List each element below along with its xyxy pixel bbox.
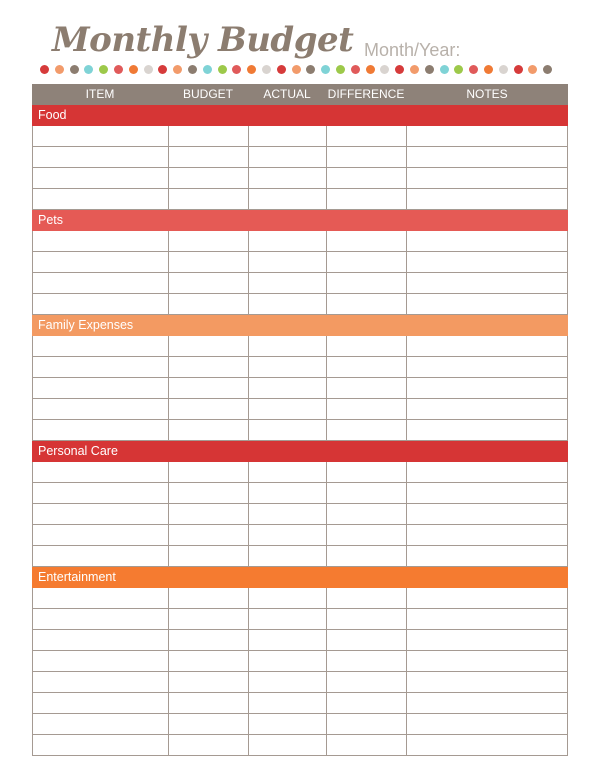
table-cell-difference[interactable] [326,609,406,629]
decorative-dot [40,65,49,74]
table-cell-item[interactable] [32,651,168,671]
column-header-item: ITEM [85,87,115,101]
decorative-dot [380,65,389,74]
table-cell-budget[interactable] [168,630,248,650]
table-cell-item[interactable] [32,126,168,146]
decorative-dot [218,65,227,74]
table-row [32,231,568,252]
table-cell-notes[interactable] [406,462,568,482]
table-cell-notes[interactable] [406,357,568,377]
table-cell-item[interactable] [32,609,168,629]
month-year-label: Month/Year: [364,40,461,60]
table-cell-budget[interactable] [168,735,248,755]
table-cell-item[interactable] [32,231,168,251]
table-cell-difference[interactable] [326,420,406,440]
table-cell-actual[interactable] [248,525,326,545]
table-cell-budget[interactable] [168,588,248,608]
table-row [32,336,568,357]
table-cell-difference[interactable] [326,126,406,146]
table-cell-item[interactable] [32,525,168,545]
table-cell-actual[interactable] [248,714,326,734]
table-cell-actual[interactable] [248,336,326,356]
table-row [32,273,568,294]
table-row [32,294,568,315]
table-row [32,252,568,273]
table-cell-item[interactable] [32,399,168,419]
table-cell-item[interactable] [32,735,168,755]
table-cell-actual[interactable] [248,378,326,398]
table-cell-actual[interactable] [248,735,326,755]
table-cell-notes[interactable] [406,378,568,398]
column-header-actual: ACTUAL [263,87,311,101]
table-cell-notes[interactable] [406,231,568,251]
table-cell-budget[interactable] [168,126,248,146]
table-row [32,714,568,735]
table-cell-notes[interactable] [406,546,568,566]
table-cell-actual[interactable] [248,147,326,167]
table-cell-budget[interactable] [168,168,248,188]
table-row [32,189,568,210]
table-cell-item[interactable] [32,147,168,167]
table-cell-item[interactable] [32,504,168,524]
decorative-dot [144,65,153,74]
table-cell-actual[interactable] [248,609,326,629]
table-cell-budget[interactable] [168,147,248,167]
table-cell-actual[interactable] [248,189,326,209]
table-cell-actual[interactable] [248,588,326,608]
table-cell-actual[interactable] [248,294,326,314]
category-header-pets: Pets [32,210,568,231]
table-header [32,84,568,105]
category-header-entertainment: Entertainment [32,567,568,588]
decorative-dot [425,65,434,74]
table-cell-budget[interactable] [168,273,248,293]
table-cell-notes[interactable] [406,294,568,314]
decorative-dot [306,65,315,74]
table-cell-budget[interactable] [168,462,248,482]
table-row [32,672,568,693]
decorative-dot [499,65,508,74]
table-cell-notes[interactable] [406,630,568,650]
table-cell-difference[interactable] [326,651,406,671]
table-cell-item[interactable] [32,672,168,692]
table-cell-notes[interactable] [406,399,568,419]
category-header-food: Food [32,105,568,126]
decorative-dot [366,65,375,74]
table-cell-difference[interactable] [326,525,406,545]
table-cell-budget[interactable] [168,483,248,503]
table-cell-budget[interactable] [168,693,248,713]
table-cell-item[interactable] [32,168,168,188]
table-cell-notes[interactable] [406,252,568,272]
table-cell-difference[interactable] [326,399,406,419]
table-cell-item[interactable] [32,336,168,356]
table-cell-budget[interactable] [168,294,248,314]
table-row [32,462,568,483]
decorative-dot [292,65,301,74]
table-cell-difference[interactable] [326,588,406,608]
table-cell-actual[interactable] [248,504,326,524]
decorative-dot [84,65,93,74]
table-cell-actual[interactable] [248,231,326,251]
table-cell-actual[interactable] [248,420,326,440]
table-cell-item[interactable] [32,273,168,293]
table-cell-budget[interactable] [168,546,248,566]
table-cell-notes[interactable] [406,126,568,146]
table-cell-notes[interactable] [406,693,568,713]
table-cell-item[interactable] [32,630,168,650]
table-cell-budget[interactable] [168,399,248,419]
decorative-dot [543,65,552,74]
decorative-dot [321,65,330,74]
table-cell-actual[interactable] [248,273,326,293]
table-row [32,483,568,504]
decorative-dot [351,65,360,74]
table-cell-budget[interactable] [168,378,248,398]
decorative-dot [203,65,212,74]
decorative-dot [469,65,478,74]
table-cell-difference[interactable] [326,546,406,566]
table-cell-notes[interactable] [406,714,568,734]
table-cell-difference[interactable] [326,357,406,377]
budget-table [32,84,568,761]
table-cell-notes[interactable] [406,609,568,629]
table-cell-item[interactable] [32,483,168,503]
table-row [32,378,568,399]
table-cell-notes[interactable] [406,168,568,188]
table-row [32,147,568,168]
table-row [32,609,568,630]
table-cell-actual[interactable] [248,630,326,650]
decorative-dot [232,65,241,74]
table-cell-actual[interactable] [248,399,326,419]
table-cell-budget[interactable] [168,651,248,671]
table-cell-actual[interactable] [248,252,326,272]
table-cell-actual[interactable] [248,651,326,671]
table-cell-difference[interactable] [326,189,406,209]
table-cell-budget[interactable] [168,336,248,356]
table-cell-item[interactable] [32,714,168,734]
table-cell-actual[interactable] [248,693,326,713]
table-row [32,357,568,378]
table-cell-difference[interactable] [326,504,406,524]
page-title: Monthly Budget [52,20,354,60]
decorative-dot [129,65,138,74]
table-cell-actual[interactable] [248,126,326,146]
decorative-dot [410,65,419,74]
table-cell-budget[interactable] [168,231,248,251]
table-cell-notes[interactable] [406,336,568,356]
table-row [32,630,568,651]
table-cell-difference[interactable] [326,483,406,503]
table-cell-notes[interactable] [406,504,568,524]
table-cell-budget[interactable] [168,525,248,545]
table-row [32,588,568,609]
table-cell-budget[interactable] [168,189,248,209]
table-cell-budget[interactable] [168,420,248,440]
table-cell-budget[interactable] [168,672,248,692]
category-header-personal-care: Personal Care [32,441,568,462]
table-cell-item[interactable] [32,378,168,398]
decorative-dot [158,65,167,74]
table-cell-item[interactable] [32,294,168,314]
table-cell-difference[interactable] [326,735,406,755]
table-row [32,399,568,420]
decorative-dot [262,65,271,74]
table-cell-notes[interactable] [406,147,568,167]
table-cell-difference[interactable] [326,231,406,251]
table-cell-actual[interactable] [248,546,326,566]
table-row [32,546,568,567]
table-cell-actual[interactable] [248,672,326,692]
table-cell-difference[interactable] [326,378,406,398]
table-cell-item[interactable] [32,357,168,377]
category-header-family-expenses: Family Expenses [32,315,568,336]
decorative-dot [277,65,286,74]
table-row [32,735,568,756]
table-cell-notes[interactable] [406,672,568,692]
table-row [32,504,568,525]
column-header-notes: NOTES [466,87,508,101]
table-row [32,525,568,546]
table-cell-budget[interactable] [168,357,248,377]
table-cell-budget[interactable] [168,252,248,272]
decorative-dot [173,65,182,74]
table-cell-budget[interactable] [168,609,248,629]
table-cell-notes[interactable] [406,189,568,209]
table-cell-notes[interactable] [406,273,568,293]
decorative-dot [99,65,108,74]
table-cell-item[interactable] [32,588,168,608]
table-cell-difference[interactable] [326,147,406,167]
decorative-dot [55,65,64,74]
table-row [32,693,568,714]
decorative-dot [484,65,493,74]
decorative-dot [454,65,463,74]
table-cell-difference[interactable] [326,462,406,482]
table-cell-item[interactable] [32,252,168,272]
column-header-difference: DIFFERENCE [327,87,405,101]
table-cell-item[interactable] [32,420,168,440]
column-header-budget: BUDGET [182,87,233,101]
table-cell-actual[interactable] [248,462,326,482]
table-cell-difference[interactable] [326,714,406,734]
table-cell-actual[interactable] [248,483,326,503]
table-row [32,126,568,147]
table-cell-budget[interactable] [168,504,248,524]
table-cell-notes[interactable] [406,651,568,671]
table-cell-notes[interactable] [406,525,568,545]
table-cell-notes[interactable] [406,420,568,440]
table-cell-difference[interactable] [326,168,406,188]
decorative-dot [440,65,449,74]
table-cell-notes[interactable] [406,588,568,608]
table-cell-item[interactable] [32,546,168,566]
table-cell-actual[interactable] [248,168,326,188]
decorative-dot [514,65,523,74]
table-row [32,420,568,441]
table-cell-notes[interactable] [406,735,568,755]
table-cell-difference[interactable] [326,336,406,356]
table-row [32,168,568,189]
table-cell-notes[interactable] [406,483,568,503]
table-cell-difference[interactable] [326,672,406,692]
table-cell-difference[interactable] [326,630,406,650]
table-cell-item[interactable] [32,462,168,482]
decorative-dot [247,65,256,74]
table-cell-difference[interactable] [326,273,406,293]
decorative-dot-border [40,65,560,75]
decorative-dot [114,65,123,74]
table-row [32,651,568,672]
table-cell-item[interactable] [32,189,168,209]
table-cell-actual[interactable] [248,357,326,377]
table-cell-difference[interactable] [326,252,406,272]
decorative-dot [188,65,197,74]
decorative-dot [395,65,404,74]
table-cell-difference[interactable] [326,693,406,713]
table-cell-item[interactable] [32,693,168,713]
decorative-dot [70,65,79,74]
decorative-dot [336,65,345,74]
table-cell-budget[interactable] [168,714,248,734]
decorative-dot [528,65,537,74]
table-cell-difference[interactable] [326,294,406,314]
